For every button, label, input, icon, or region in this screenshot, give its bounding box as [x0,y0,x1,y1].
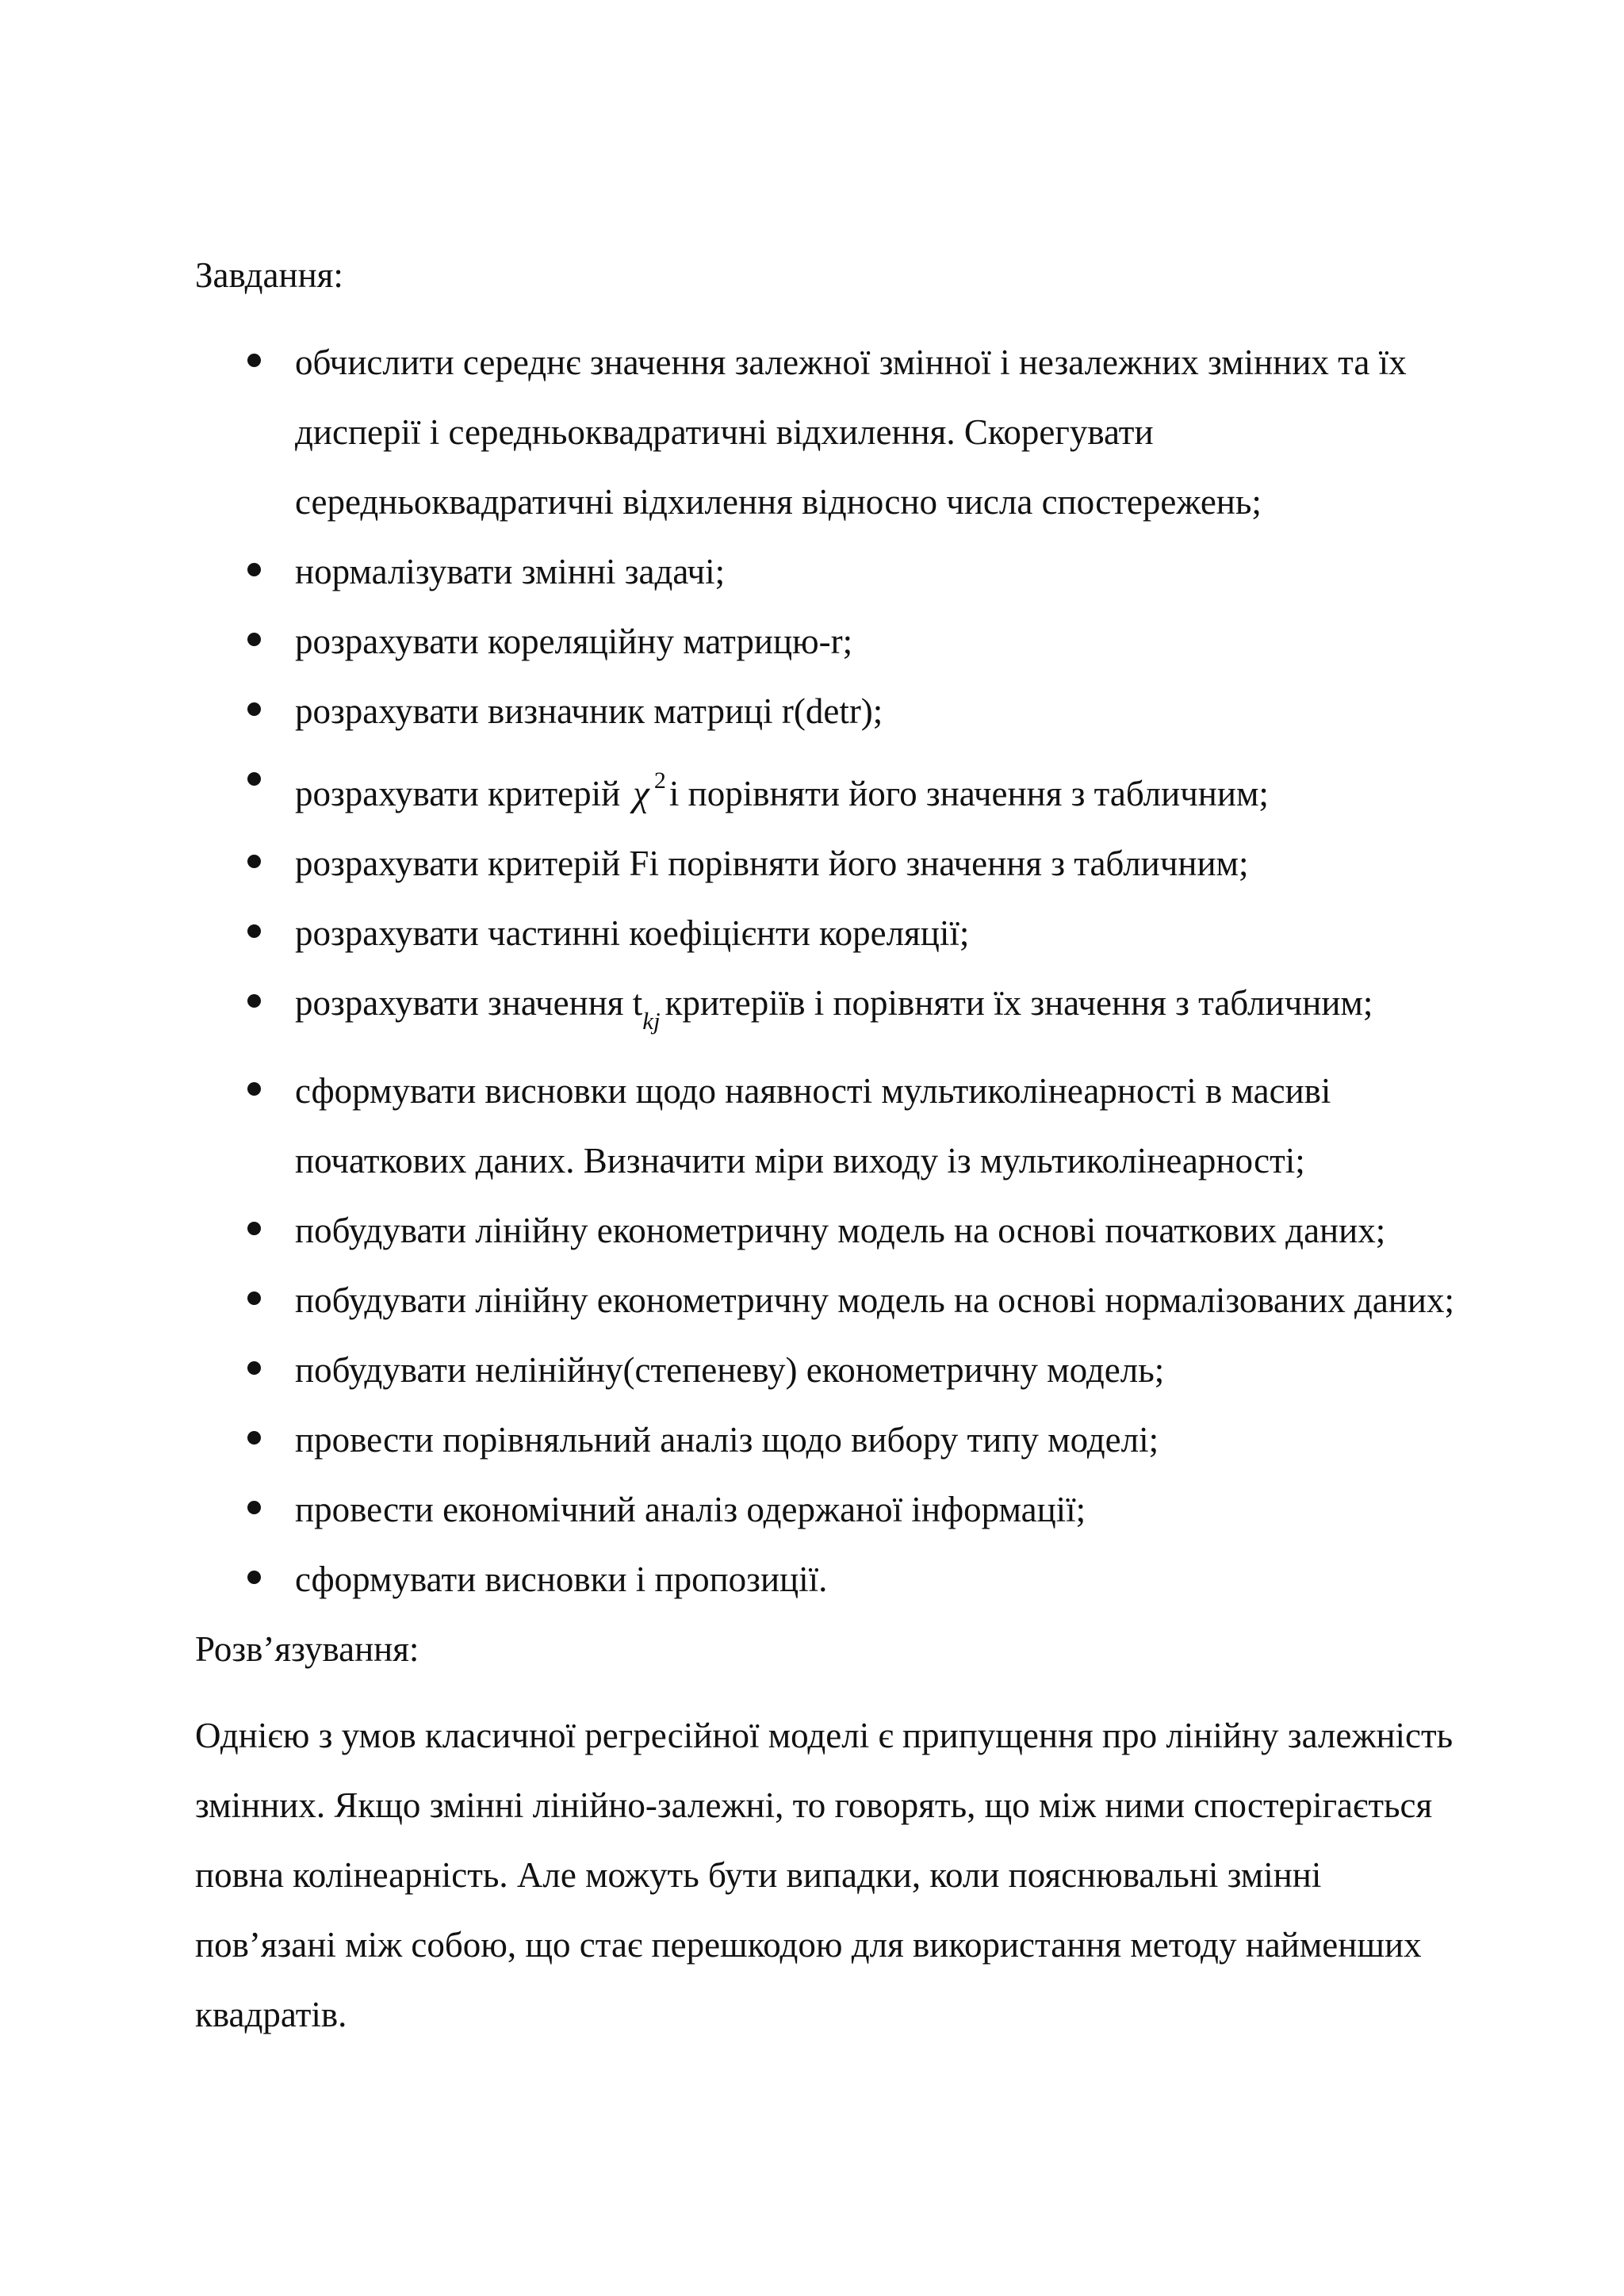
paragraph-line: змінних. Якщо змінні лінійно-залежні, то говорять, що між ними спостерігається [195,1785,1433,1825]
kj-subscript: kj [642,1007,661,1035]
bullet-icon [247,924,261,938]
task-line: дисперії і середньоквадратичні відхилення. Скорегувати [295,412,1154,452]
task-line: обчислити середнє значення залежної змінної і незалежних змінних та їх [295,342,1407,382]
task-item-7 [0,898,1624,968]
bullet-icon [247,633,261,646]
bullet-icon [247,354,261,367]
paragraph-line: квадратів. [195,1995,347,2034]
task-line: побудувати лінійну економетричну модель на основі початкових даних; [295,1211,1386,1250]
task-item-10 [0,1196,1624,1265]
solution-heading: Розв’язування: [195,1629,419,1669]
task-item-3 [0,607,1624,676]
task-item-6 [0,828,1624,898]
bullet-icon [247,1501,261,1514]
task-line [295,968,1624,1056]
task-line: побудувати нелінійну(степеневу) економетричну модель; [295,1350,1165,1390]
solution-paragraph [195,1701,1559,2049]
task-line: провести економічний аналіз одержаної інформації; [295,1490,1086,1529]
task-line: початкових даних. Визначити міри виходу із мультиколінеарності; [295,1141,1305,1181]
task-item-5 [0,746,1624,828]
task-item-9 [0,1056,1624,1196]
paragraph-line: пов’язані між собою, що стає перешкодою для використання методу найменших [195,1925,1422,1965]
task-list [0,327,1624,1614]
task-item-2 [0,537,1624,607]
task-line: середньоквадратичні відхилення відносно числа спостережень; [295,482,1262,522]
bullet-icon [247,1361,261,1375]
task-line: нормалізувати змінні задачі; [295,552,726,591]
bullet-icon [247,563,261,576]
bullet-icon [247,994,261,1008]
task-line: розрахувати визначник матриці r(detr); [295,691,883,731]
bullet-icon [247,702,261,716]
task-line: побудувати лінійну економетричну модель на основі нормалізованих даних; [295,1280,1454,1320]
task-text-after: і порівняти його значення з табличним; [668,774,1269,813]
paragraph-line: Однією з умов класичної регресійної моделі є припущення про лінійну залежність [195,1716,1454,1755]
task-heading: Завдання: [195,255,343,295]
paragraph-line: повна колінеарність. Але можуть бути випадки, коли пояснювальні змінні [195,1855,1322,1895]
task-line: розрахувати критерій Fi порівняти його значення з табличним; [295,844,1249,883]
task-item-8 [0,968,1624,1056]
task-item-15 [0,1544,1624,1614]
bullet-icon [247,1222,261,1235]
bullet-icon [247,772,261,786]
bullet-icon [247,855,261,868]
chi-symbol: χ [633,773,649,814]
task-line: сформувати висновки щодо наявності мультиколінеарності в масиві [295,1071,1331,1111]
task-item-4 [0,676,1624,746]
chi-exponent: 2 [653,767,666,794]
task-text-before: розрахувати критерій [295,774,621,813]
task-line [295,746,1624,828]
task-item-12 [0,1335,1624,1405]
task-item-13 [0,1405,1624,1475]
bullet-icon [247,1292,261,1305]
task-text-before: розрахувати значення t [295,983,643,1023]
task-item-14 [0,1475,1624,1544]
task-line: провести порівняльний аналіз щодо вибору типу моделі; [295,1420,1159,1460]
task-text-after: критеріїв і порівняти їх значення з табличним; [665,983,1373,1023]
task-item-11 [0,1265,1624,1335]
bullet-icon [247,1082,261,1096]
task-line: розрахувати частинні коефіцієнти кореляції; [295,913,970,953]
bullet-icon [247,1431,261,1445]
bullet-icon [247,1571,261,1584]
task-item-1 [0,327,1624,537]
task-line: сформувати висновки і пропозиції. [295,1559,828,1599]
task-line: розрахувати кореляційну матрицю-r; [295,622,853,661]
